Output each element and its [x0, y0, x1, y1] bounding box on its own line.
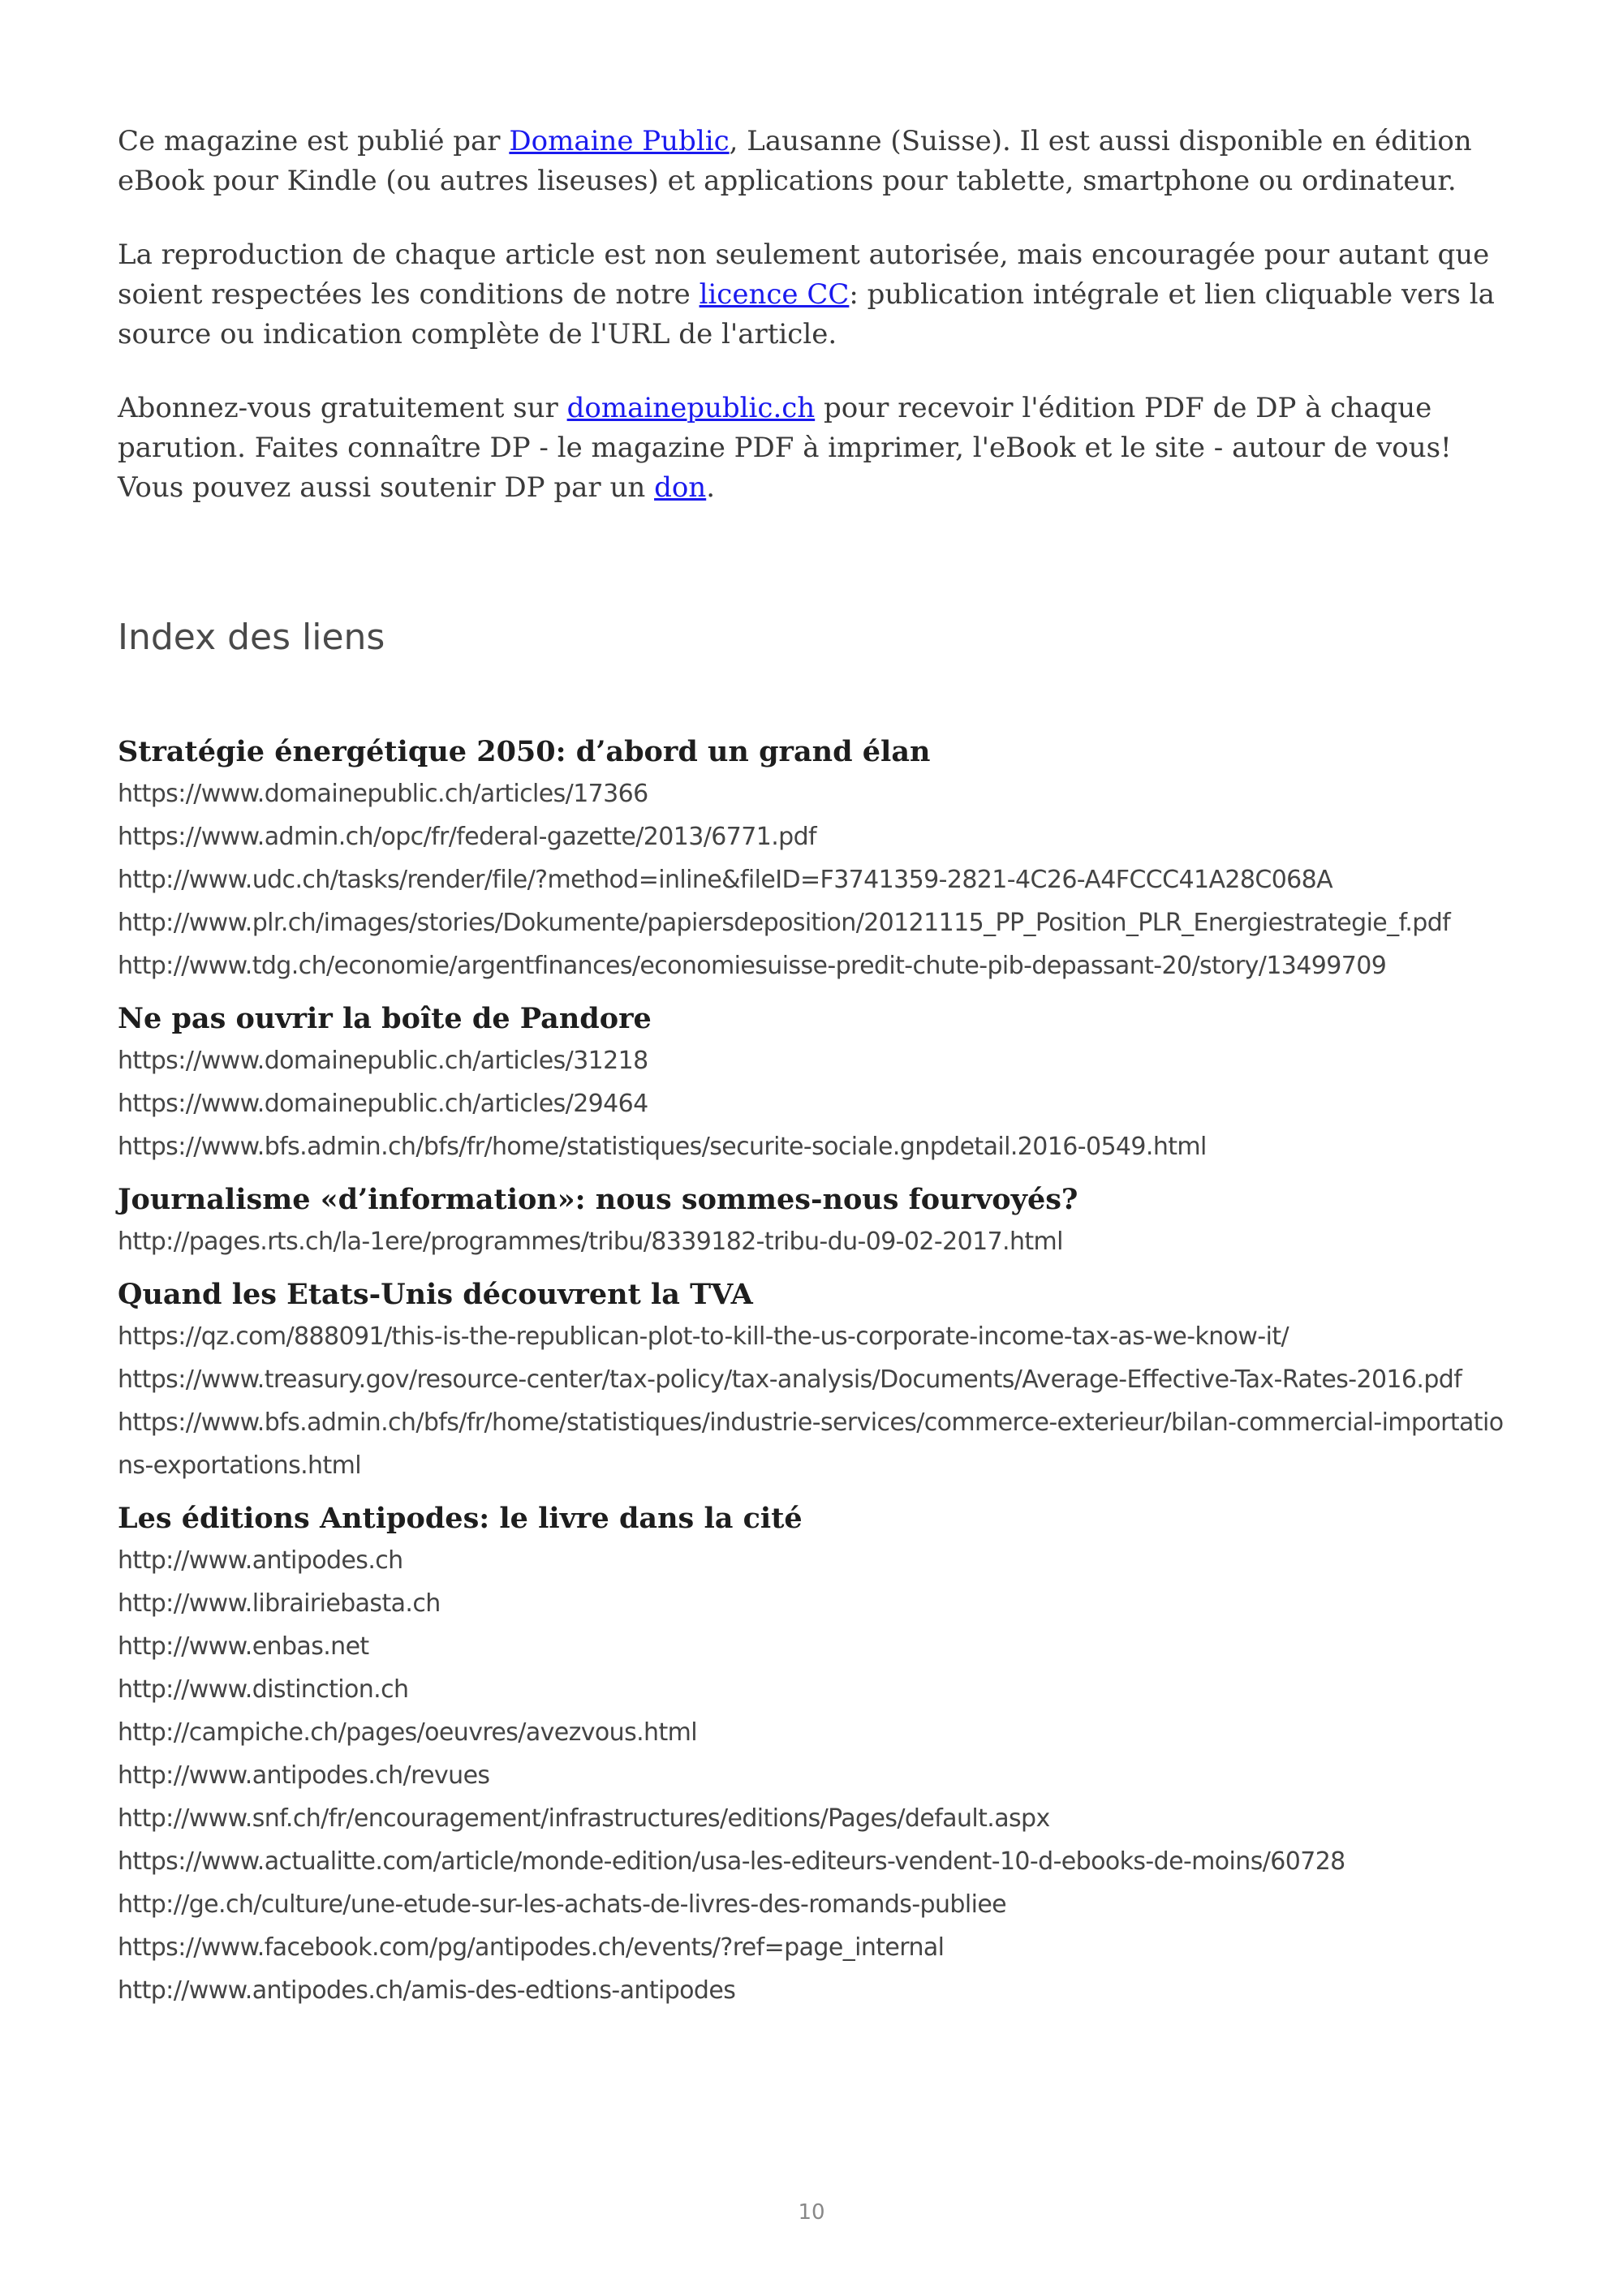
link-list — [118, 1539, 1513, 2012]
section-title: Stratégie énergétique 2050: d’abord un grand élan — [118, 735, 931, 768]
link-url[interactable]: https://www.actualitte.com/article/monde-edition/usa-les-editeurs-vendent-10-d-ebooks-de-moins/60728 — [118, 1847, 1345, 1876]
link-url[interactable]: https://www.bfs.admin.ch/bfs/fr/home/statistiques/industrie-services/commerce-exterieur/bilan-commercial-importations-exportations.html — [118, 1408, 1504, 1480]
link-url[interactable]: https://www.treasury.gov/resource-center/tax-policy/tax-analysis/Documents/Average-Effective-Tax-Rates-2016.pdf — [118, 1365, 1462, 1394]
link-index — [118, 732, 1513, 2023]
index-section — [118, 999, 1513, 1168]
link-url[interactable]: http://www.enbas.net — [118, 1632, 369, 1661]
link-url[interactable]: https://www.domainepublic.ch/articles/29464 — [118, 1090, 648, 1118]
index-title: Index des liens — [118, 617, 385, 658]
intro-paragraph-license: La reproduction de chaque article est non seulement autorisée, mais encouragée pour autant que soient respectées les conditions de notre licence CC: publication intégrale et lien cliquable vers la source ou indication complète de l'URL de l'article. — [118, 239, 1495, 350]
page-number: 10 — [798, 2200, 825, 2225]
link-url[interactable]: http://www.tdg.ch/economie/argentfinances/economiesuisse-predit-chute-pib-depassant-20/story/13499709 — [118, 952, 1387, 980]
link-url[interactable]: http://www.snf.ch/fr/encouragement/infrastructures/editions/Pages/default.aspx — [118, 1804, 1050, 1833]
link-url[interactable]: http://www.distinction.ch — [118, 1675, 409, 1704]
link-url[interactable]: http://campiche.ch/pages/oeuvres/avezvous.html — [118, 1718, 697, 1747]
link-list — [118, 1315, 1513, 1487]
section-title: Les éditions Antipodes: le livre dans la cité — [118, 1502, 803, 1535]
link-url[interactable]: https://www.bfs.admin.ch/bfs/fr/home/statistiques/securite-sociale.gnpdetail.2016-0549.html — [118, 1133, 1207, 1161]
link-url[interactable]: http://www.antipodes.ch — [118, 1546, 403, 1575]
link-url[interactable]: http://www.antipodes.ch/amis-des-edtions-antipodes — [118, 1976, 736, 2005]
section-title: Journalisme «d’information»: nous sommes-nous fourvoyés? — [118, 1183, 1078, 1216]
don-link[interactable]: don — [654, 471, 707, 504]
intro-paragraph-subscribe: Abonnez-vous gratuitement sur domainepublic.ch pour recevoir l'édition PDF de DP à chaque parution. Faites connaître DP - le magazine PDF à imprimer, l'eBook et le site - autour de vous! Vous pouvez aussi soutenir DP par un don. — [118, 392, 1452, 504]
link-url[interactable]: http://www.plr.ch/images/stories/Dokumente/papiersdeposition/20121115_PP_Position_PLR_Energiestrategie_f.pdf — [118, 909, 1451, 937]
intro-paragraph-publisher: Ce magazine est publié par Domaine Public, Lausanne (Suisse). Il est aussi disponible en édition eBook pour Kindle (ou autres liseuses) et applications pour tablette, smartphone ou ordinateur. — [118, 125, 1472, 197]
link-list — [118, 772, 1513, 987]
link-url[interactable]: http://ge.ch/culture/une-etude-sur-les-achats-de-livres-des-romands-publiee — [118, 1890, 1007, 1919]
index-section — [118, 732, 1513, 987]
link-url[interactable]: http://www.antipodes.ch/revues — [118, 1761, 490, 1790]
link-url[interactable]: https://www.domainepublic.ch/articles/31218 — [118, 1047, 648, 1075]
domaine-public-link[interactable]: Domaine Public — [509, 125, 730, 157]
section-title: Quand les Etats-Unis découvrent la TVA — [118, 1278, 753, 1311]
domainepublic-link[interactable]: domainepublic.ch — [566, 392, 816, 424]
link-url[interactable]: http://www.librairiebasta.ch — [118, 1589, 441, 1618]
index-section — [118, 1180, 1513, 1263]
link-url[interactable]: https://www.domainepublic.ch/articles/17366 — [118, 780, 648, 808]
page-content — [118, 122, 1513, 2005]
section-title: Ne pas ouvrir la boîte de Pandore — [118, 1002, 652, 1035]
licence-cc-link[interactable]: licence CC — [699, 278, 850, 311]
link-url[interactable]: https://www.facebook.com/pg/antipodes.ch/events/?ref=page_internal — [118, 1933, 945, 1962]
index-section — [118, 1498, 1513, 2012]
link-list — [118, 1039, 1513, 1168]
link-url[interactable]: https://www.admin.ch/opc/fr/federal-gazette/2013/6771.pdf — [118, 823, 816, 851]
link-url[interactable]: https://qz.com/888091/this-is-the-republican-plot-to-kill-the-us-corporate-income-tax-as-we-know-it/ — [118, 1322, 1289, 1351]
link-list — [118, 1220, 1513, 1263]
index-section — [118, 1275, 1513, 1487]
link-url[interactable]: http://www.udc.ch/tasks/render/file/?method=inline&fileID=F3741359-2821-4C26-A4FCCC41A28C068A — [118, 866, 1333, 894]
link-url[interactable]: http://pages.rts.ch/la-1ere/programmes/tribu/8339182-tribu-du-09-02-2017.html — [118, 1228, 1063, 1256]
